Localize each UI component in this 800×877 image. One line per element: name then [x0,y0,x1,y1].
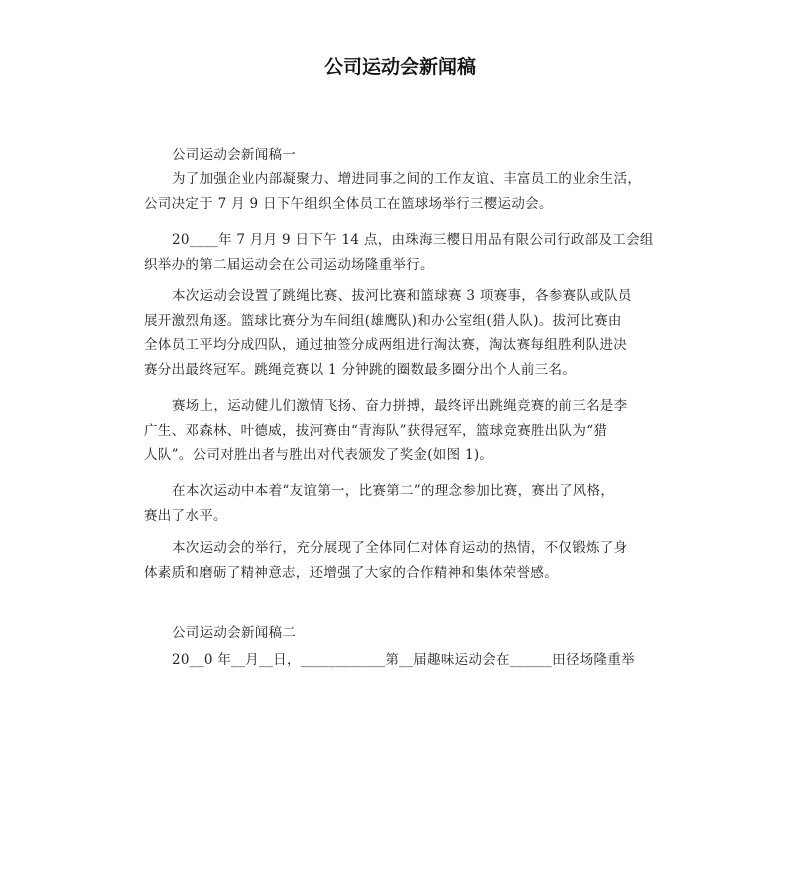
paragraph-6 [144,536,634,585]
paragraph-line: 本次运动会设置了跳绳比赛、拔河比赛和篮球赛 3 项赛事，各参赛队或队员 [172,288,632,304]
paragraph-line: 赛场上，运动健儿们激情飞扬、奋力拼搏，最终评出跳绳竞赛的前三名是李 [172,398,628,414]
paragraph-line: 广生、邓森林、叶德威，拔河赛由“青海队”获得冠军，篮球竞赛胜出队为“猎 [144,422,608,439]
paragraph-line: 赛分出最终冠军。跳绳竞赛以 1 分钟跳的圈数最多圈分出个人前三名。 [144,361,577,378]
section-heading-1: 公司运动会新闻稿一 [172,147,297,163]
document-title: 公司运动会新闻稿 [323,56,476,78]
paragraph-line: 20__0 年__月__日，____________第__届趣味运动会在______田径场隆重举 [172,652,635,668]
paragraph-line: 人队”。公司对胜出者与胜出对代表颁发了奖金(如图 1)。 [144,447,494,463]
paragraph-4 [144,394,634,468]
paragraph-line: 织举办的第二届运动会在公司运动场隆重举行。 [144,256,434,273]
paragraph-line: 赛出了水平。 [144,507,227,524]
paragraph-line: 公司决定于 7 月 9 日下午组织全体员工在篮球场举行三樱运动会。 [144,195,553,212]
paragraph-line: 20____年 7 月月 9 日下午 14 点，由珠海三樱日用品有限公司行政部及工会组 [172,232,654,248]
paragraph-line: 展开激烈角逐。篮球比赛分为车间组(雄鹰队)和办公室组(猎人队)。拔河比赛由 [144,312,622,329]
paragraph-line: 体素质和磨砺了精神意志，还增强了大家的合作精神和集体荣誉感。 [144,564,558,581]
paragraph-7 [144,648,634,673]
paragraph-1 [144,167,642,216]
paragraph-line: 本次运动会的举行，充分展现了全体同仁对体育运动的热情，不仅锻炼了身 [172,540,628,556]
paragraph-5 [144,479,634,528]
paragraph-line: 全体员工平均分成四队，通过抽签分成两组进行淘汰赛，淘汰赛每组胜利队进决 [144,337,627,353]
paragraph-line: 在本次运动中本着“友谊第一，比赛第二”的理念参加比赛，赛出了风格， [172,483,615,499]
paragraph-line: 为了加强企业内部凝聚力、增进同事之间的工作友谊、丰富员工的业余生活， [172,171,642,187]
paragraph-2 [144,228,654,277]
section-heading-2: 公司运动会新闻稿二 [172,625,297,641]
paragraph-3 [144,284,634,382]
